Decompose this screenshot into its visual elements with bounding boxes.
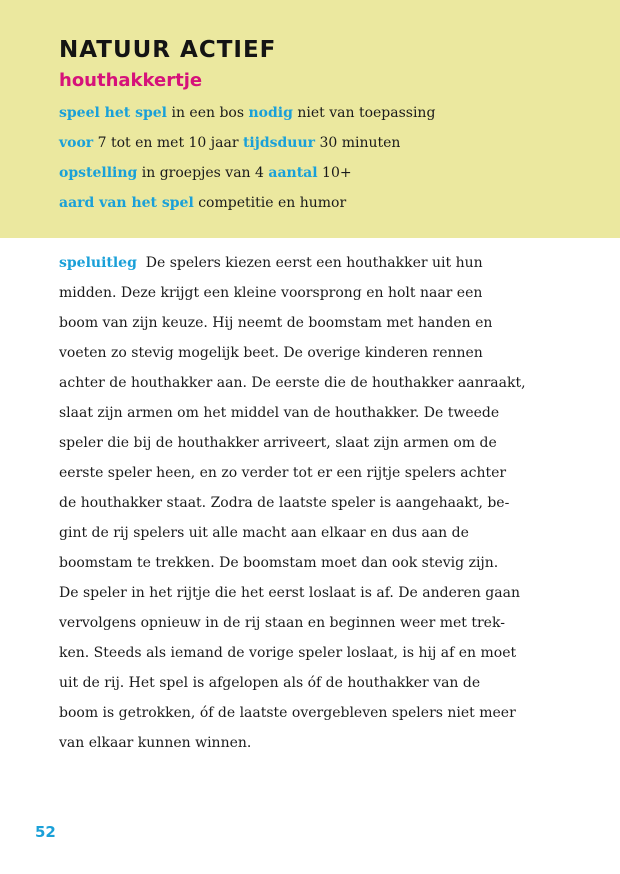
- explanation-line: midden. Deze krijgt een kleine voorsprong en holt naar een: [59, 285, 483, 301]
- meta-label-play: speel het spel: [59, 105, 168, 121]
- meta-value-type: competitie en humor: [198, 195, 347, 211]
- meta-label-needed: nodig: [248, 105, 293, 121]
- meta-label-age: voor: [59, 135, 94, 151]
- meta-value-play: in een bos: [171, 105, 245, 121]
- explanation-line: vervolgens opnieuw in de rij staan en beginnen weer met trek-: [59, 615, 505, 631]
- meta-value-count: 10+: [322, 165, 352, 181]
- explanation-line: de houthakker staat. Zodra de laatste speler is aangehaakt, be-: [59, 495, 510, 511]
- explanation-line: gint de rij spelers uit alle macht aan elkaar en dus aan de: [59, 525, 469, 541]
- meta-row-type: [59, 188, 435, 218]
- meta-value-age: 7 tot en met 10 jaar: [97, 135, 239, 151]
- explanation-line: [59, 248, 561, 278]
- meta-row-setup: [59, 158, 435, 188]
- explanation-line: van elkaar kunnen winnen.: [59, 735, 252, 751]
- meta-value-duration: 30 minuten: [319, 135, 401, 151]
- explanation-line: boom is getrokken, óf de laatste overgebleven spelers niet meer: [59, 705, 516, 721]
- explanation-line: voeten zo stevig mogelijk beet. De overige kinderen rennen: [59, 345, 483, 361]
- explanation-line: ken. Steeds als iemand de vorige speler loslaat, is hij af en moet: [59, 645, 517, 661]
- game-name: houthakkertje: [59, 70, 203, 91]
- explanation-line: eerste speler heen, en zo verder tot er een rijtje spelers achter: [59, 465, 507, 481]
- explanation-line: De speler in het rijtje die het eerst loslaat is af. De anderen gaan: [59, 585, 520, 601]
- meta-value-setup: in groepjes van 4: [141, 165, 264, 181]
- game-meta: [59, 98, 435, 218]
- meta-label-count: aantal: [268, 165, 318, 181]
- explanation-line: speler die bij de houthakker arriveert, slaat zijn armen om de: [59, 435, 497, 451]
- game-explanation: [59, 248, 561, 758]
- explanation-line: achter de houthakker aan. De eerste die de houthakker aanraakt,: [59, 375, 526, 391]
- explanation-line: boom van zijn keuze. Hij neemt de boomstam met handen en: [59, 315, 493, 331]
- explanation-line: uit de rij. Het spel is afgelopen als óf de houthakker van de: [59, 675, 481, 691]
- explanation-line: slaat zijn armen om het middel van de houthakker. De tweede: [59, 405, 500, 421]
- meta-value-needed: niet van toepassing: [297, 105, 436, 121]
- explanation-line: boomstam te trekken. De boomstam moet dan ook stevig zijn.: [59, 555, 499, 571]
- meta-row-age: [59, 128, 435, 158]
- meta-row-location: [59, 98, 435, 128]
- explanation-label: speluitleg: [59, 255, 137, 271]
- meta-label-setup: opstelling: [59, 165, 138, 181]
- explanation-text: De spelers kiezen eerst een houthakker uit hun: [145, 255, 483, 271]
- meta-label-type: aard van het spel: [59, 195, 194, 211]
- meta-label-duration: tijdsduur: [242, 135, 316, 151]
- section-title: NATUUR ACTIEF: [59, 37, 277, 63]
- page-number: 52: [35, 823, 56, 841]
